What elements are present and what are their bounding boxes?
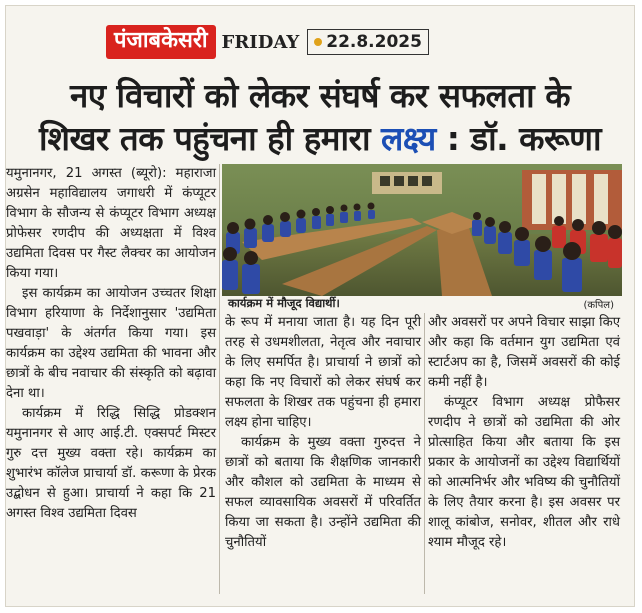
classroom-photo-illustration xyxy=(222,164,622,296)
headline-line-2 xyxy=(20,117,620,160)
paragraph: कार्यक्रम में रिद्धि सिद्धि प्रोडक्शन यमुनानगर से आए आई.टी. एक्सपर्ट मिस्टर गुरु दत्त मुख्य वक्ता रहे। कार्यक्रम का शुभारंभ कॉलेज प्राचार्या डॉ. करूणा के प्रेरक उद्बोधन से हुआ। प्राचार्या ने कहा कि 21 अगस्त विश्व उद्यमिता दिवस xyxy=(6,406,216,521)
caption-text: कार्यक्रम में मौजूद विद्यार्थी। xyxy=(228,296,340,310)
headline-accent-word: लक्ष्य xyxy=(381,119,436,158)
headline-line-2-main: शिखर तक पहुंचना ही हमारा xyxy=(38,119,382,158)
masthead xyxy=(106,24,429,60)
column-divider xyxy=(424,313,425,594)
headline-line-1: नए विचारों को लेकर संघर्ष कर सफलता के xyxy=(69,76,571,115)
headline-line-2-end: : डॉ. करूणा xyxy=(435,119,602,158)
paragraph: इस कार्यक्रम का आयोजन उच्चतर शिक्षा विभाग हरियाणा के निर्देशानुसार 'उद्यमिता पखवाड़ा' के अंतर्गत किया गया। इस कार्यक्रम का उद्देश्य उद्यमिता की भावना और छात्रों के बीच नवाचार की संस्कृति को बढ़ावा देना था। xyxy=(6,286,216,401)
paragraph: के रूप में मनाया जाता है। यह दिन पूरी तरह से उधमशीलता, नेतृत्व और नवाचार के लिए समर्पित है। प्राचार्या ने छात्रों को कहा कि नए विचारों को लेकर संघर्ष कर सफलता के शिखर तक पहुंचना ही हमारा लक्ष्य होना चाहिए। xyxy=(225,315,421,430)
masthead-day: FRIDAY xyxy=(221,31,300,53)
article-column-1 xyxy=(6,164,216,524)
news-photo xyxy=(222,164,622,296)
headline xyxy=(20,74,620,160)
paragraph: कार्यक्रम के मुख्य वक्ता गुरुदत्त ने छात्रों को बताया कि शैक्षणिक जानकारी और कौशल को उद्यमिता के माध्यम से सफल व्यावसायिक अवसरों में परिवर्तित किया जा सकता है। उन्होंने उद्यमिता की चुनौतियों xyxy=(225,435,421,550)
newspaper-logo: पंजाबकेसरी xyxy=(106,25,216,59)
column-divider xyxy=(219,164,220,594)
article-column-3 xyxy=(428,313,620,553)
paragraph: यमुनानगर, 21 अगस्त (ब्यूरो): महाराजा अग्रसेन महाविद्यालय जगाधरी में कंप्यूटर विभाग के सौजन्य से कंप्यूटर विभाग अध्यक्ष प्रोफेसर रणदीप की अध्यक्षता में विश्व उद्यमिता दिवस पर गैस्ट लैक्चर का आयोजन किया गया। xyxy=(6,166,216,281)
date-dot-icon xyxy=(314,38,322,46)
paragraph: कंप्यूटर विभाग अध्यक्ष प्रोफैसर रणदीप ने छात्रों को उद्यमिता की ओर प्रोत्साहित किया और बताया कि इस प्रकार के आयोजनों का उद्देश्य विद्यार्थियों को आत्मनिर्भर और भविष्य की चुनौतियों के लिए तैयार करना है। इस अवसर पर शालू कांबोज, सनोवर, शीतल और राधे श्याम मौजूद रहे। xyxy=(428,395,620,550)
photo-caption xyxy=(228,296,618,312)
masthead-date xyxy=(307,29,429,55)
date-text: 22.8.2025 xyxy=(326,32,422,52)
photo-credit: (कपिल) xyxy=(583,300,614,311)
paragraph: और अवसरों पर अपने विचार साझा किए और कहा कि वर्तमान युग उद्यमिता एवं स्टार्टअप का है, जिसमें अवसरों की कोई कमी नहीं है। xyxy=(428,315,620,390)
article-column-2 xyxy=(225,313,421,553)
